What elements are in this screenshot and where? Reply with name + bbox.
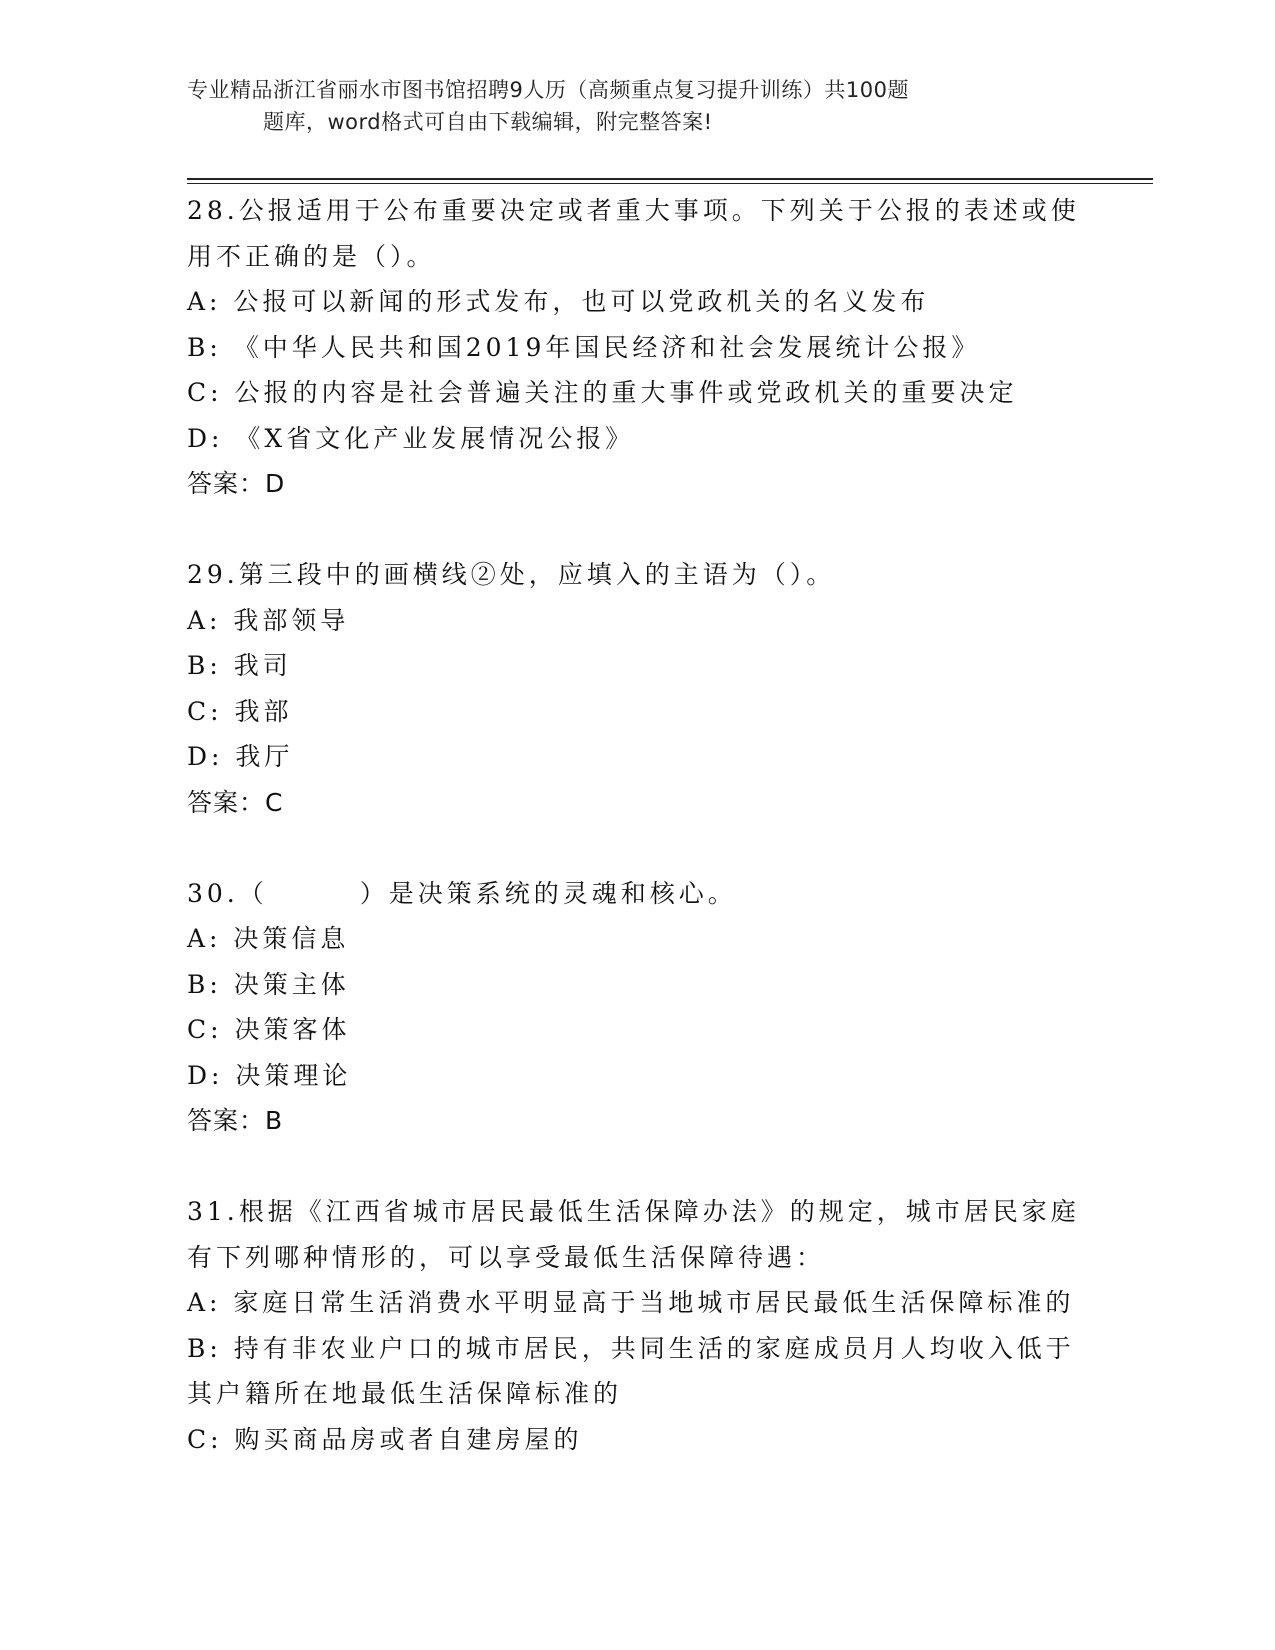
stem-line: 用不正确的是（）。	[187, 241, 436, 271]
page-header	[187, 74, 1047, 138]
stem-line: 有下列哪种情形的，可以享受最低生活保障待遇：	[187, 1242, 826, 1272]
option-a: A: 我部领导	[187, 605, 350, 635]
option-c: C: 公报的内容是社会普遍关注的重大事件或党政机关的重要决定	[187, 378, 1018, 407]
answer: 答案：C	[187, 787, 284, 817]
answer: 答案：D	[187, 469, 286, 498]
question-stem	[187, 871, 1087, 917]
stem-line: 公报适用于公布重要决定或者重大事项。下列关于公报的表述或使	[238, 196, 1080, 225]
option-a: A: 家庭日常生活消费水平明显高于当地城市居民最低生活保障标准的	[187, 1288, 1075, 1317]
answer: 答案：B	[187, 1106, 284, 1135]
option-b: B: 决策主体	[187, 969, 350, 999]
question-list	[187, 188, 1087, 1462]
question-29	[187, 552, 1087, 825]
option-b-continued: 其户籍所在地最低生活保障标准的	[187, 1379, 623, 1408]
question-30	[187, 871, 1087, 1144]
question-stem	[187, 188, 1087, 234]
question-stem	[187, 1189, 1087, 1235]
question-number: 31.	[187, 1197, 239, 1226]
option-c: C: 决策客体	[187, 1015, 351, 1044]
option-b: B: 持有非农业户口的城市居民，共同生活的家庭成员月人均收入低于	[187, 1333, 1075, 1363]
option-c: C: 购买商品房或者自建房屋的	[187, 1424, 583, 1454]
stem-prefix: （	[238, 878, 268, 908]
option-a: A: 决策信息	[187, 924, 350, 953]
header-rule-thick	[187, 178, 1153, 180]
stem-line: 第三段中的画横线②处，应填入的主语为（）。	[238, 560, 836, 589]
header-line-1: 专业精品浙江省丽水市图书馆招聘9人历（高频重点复习提升训练）共100题	[187, 78, 909, 102]
question-31	[187, 1189, 1087, 1462]
question-28	[187, 188, 1087, 507]
question-number: 28.	[187, 196, 239, 225]
option-d: D: 决策理论	[187, 1060, 352, 1090]
option-a: A: 公报可以新闻的形式发布，也可以党政机关的名义发布	[187, 287, 930, 316]
option-d: D: 《X省文化产业发展情况公报》	[187, 423, 635, 453]
header-line-2: 题库，word格式可自由下载编辑，附完整答案!	[263, 110, 713, 134]
header-rule-thin	[187, 183, 1153, 184]
option-b: B: 《中华人民共和国2019年国民经济和社会发展统计公报》	[187, 332, 981, 362]
question-number: 30.	[187, 878, 239, 908]
question-stem	[187, 552, 1087, 598]
question-number: 29.	[187, 560, 239, 589]
option-d: D: 我厅	[187, 742, 294, 771]
option-c: C: 我部	[187, 696, 293, 726]
option-b: B: 我司	[187, 651, 292, 680]
stem-line: 根据《江西省城市居民最低生活保障办法》的规定，城市居民家庭	[238, 1197, 1080, 1226]
stem-suffix: ）是决策系统的灵魂和核心。	[359, 878, 737, 908]
